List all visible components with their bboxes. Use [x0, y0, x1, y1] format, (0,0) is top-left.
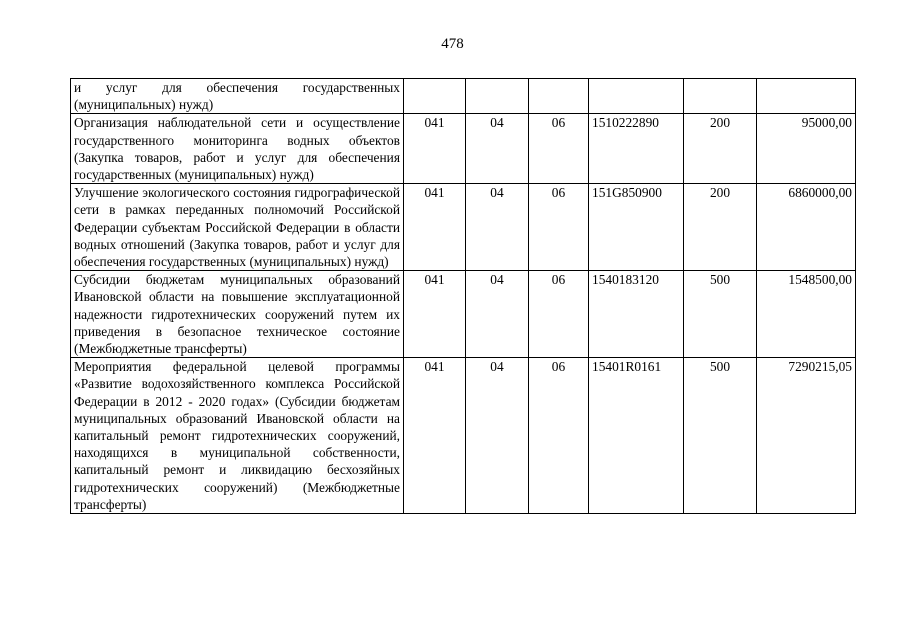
table-row: [71, 114, 856, 184]
expense-type-code: 200: [684, 184, 757, 271]
section-code: 04: [466, 114, 529, 184]
amount-value: 6860000,00: [757, 184, 856, 271]
target-article-code: 1510222890: [589, 114, 684, 184]
table-row: [71, 271, 856, 358]
subsection-code: 06: [529, 184, 589, 271]
section-code: 04: [466, 358, 529, 514]
table-row: [71, 184, 856, 271]
expense-type-code: 200: [684, 114, 757, 184]
target-article-code: [589, 79, 684, 114]
page-number: 478: [441, 36, 464, 52]
section-code: 04: [466, 184, 529, 271]
target-article-code: 151G850900: [589, 184, 684, 271]
ministry-code: 041: [404, 184, 466, 271]
section-code: 04: [466, 271, 529, 358]
ministry-code: 041: [404, 271, 466, 358]
ministry-code: 041: [404, 114, 466, 184]
subsection-code: 06: [529, 271, 589, 358]
target-article-code: 15401R0161: [589, 358, 684, 514]
amount-value: 95000,00: [757, 114, 856, 184]
row-description: Улучшение экологического состояния гидрографической сети в рамках переданных полномочий Российской Федерации субъектам Российской Федерации в области водных отношений (Закупка товаров, работ и услуг для обеспечения государственных (муниципальных) нужд): [71, 184, 404, 271]
ministry-code: [404, 79, 466, 114]
row-description: Мероприятия федеральной целевой программы «Развитие водохозяйственного комплекса Российской Федерации в 2012 - 2020 годах» (Субсидии бюджетам муниципальных образований Ивановской области на капитальный ремонт гидротехнических сооружений, находящихся в муниципальной собственности, капитальный ремонт и ликвидацию бесхозяйных гидротехнических сооружений) (Межбюджетные трансферты): [71, 358, 404, 514]
amount-value: 7290215,05: [757, 358, 856, 514]
row-description: и услуг для обеспечения государственных (муниципальных) нужд): [71, 79, 404, 114]
row-description: Организация наблюдательной сети и осуществление государственного мониторинга водных объектов (Закупка товаров, работ и услуг для обеспечения государственных (муниципальных) нужд): [71, 114, 404, 184]
table-row: [71, 79, 856, 114]
subsection-code: 06: [529, 358, 589, 514]
amount-value: [757, 79, 856, 114]
row-description: Субсидии бюджетам муниципальных образований Ивановской области на повышение эксплуатационной надежности гидротехнических сооружений путем их приведения в безопасное техническое состояние (Межбюджетные трансферты): [71, 271, 404, 358]
target-article-code: 1540183120: [589, 271, 684, 358]
subsection-code: 06: [529, 114, 589, 184]
amount-value: 1548500,00: [757, 271, 856, 358]
ministry-code: 041: [404, 358, 466, 514]
expense-type-code: 500: [684, 271, 757, 358]
budget-table: [70, 78, 856, 514]
section-code: [466, 79, 529, 114]
expense-type-code: [684, 79, 757, 114]
table-row: [71, 358, 856, 514]
subsection-code: [529, 79, 589, 114]
expense-type-code: 500: [684, 358, 757, 514]
